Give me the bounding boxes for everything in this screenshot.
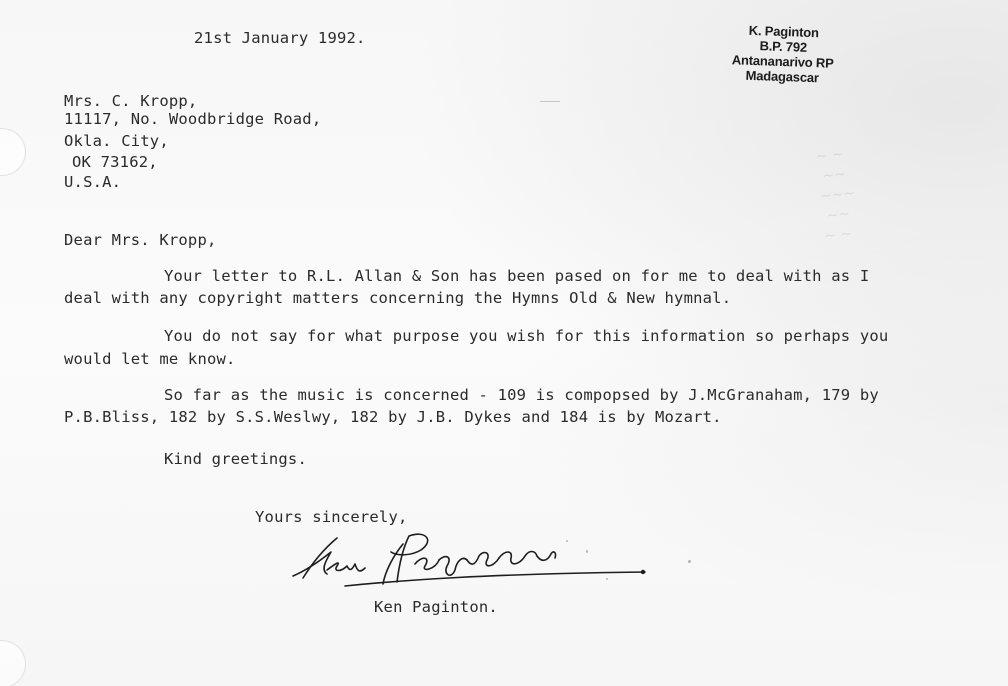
speck <box>688 560 691 563</box>
typed-name: Ken Paginton. <box>374 598 498 616</box>
stamp-line-city: Antananarivo RP <box>731 52 834 71</box>
letter-date: 21st January 1992. <box>194 29 366 47</box>
paragraph-2-line-1: You do not say for what purpose you wish for this information so perhaps you <box>164 327 889 345</box>
speck <box>540 101 560 102</box>
paragraph-1-line-1: Your letter to R.L. Allan & Son has been pased on for me to deal with as I <box>164 267 870 285</box>
paragraph-2-line-2: would let me know. <box>64 350 236 368</box>
stamp-line-name: K. Paginton <box>748 22 820 41</box>
paragraph-3-line-2: P.B.Bliss, 182 by S.S.Weslwy, 182 by J.B. Dykes and 184 is by Mozart. <box>64 408 722 426</box>
valediction: Yours sincerely, <box>255 508 408 526</box>
paragraph-3-line-1: So far as the music is concerned - 109 is compopsed by J.McGranaham, 179 by <box>164 386 879 404</box>
salutation: Dear Mrs. Kropp, <box>64 231 217 249</box>
paragraph-1-line-2: deal with any copyright matters concerning the Hymns Old & New hymnal. <box>64 289 732 307</box>
punch-hole-bottom <box>0 640 26 686</box>
bleed-through-marks: ~ ~ ~~ ~~~ ~~ ~ ~ <box>815 146 856 245</box>
handwritten-signature <box>285 526 655 598</box>
sender-address-stamp <box>717 22 849 87</box>
stamp-line-box: B.P. 792 <box>759 38 808 55</box>
recipient-line-state-zip: OK 73162, <box>72 153 158 171</box>
stamp-line-country: Madagascar <box>745 67 820 86</box>
recipient-line-street: 11117, No. Woodbridge Road, <box>64 110 322 128</box>
recipient-line-name: Mrs. C. Kropp, <box>64 92 198 110</box>
closing-greeting: Kind greetings. <box>164 450 307 468</box>
speck <box>606 578 608 580</box>
speck <box>566 540 568 542</box>
punch-hole-top <box>0 128 26 176</box>
recipient-line-country: U.S.A. <box>64 173 122 191</box>
speck <box>246 40 248 42</box>
speck <box>586 550 588 553</box>
recipient-line-city: Okla. City, <box>64 132 169 150</box>
